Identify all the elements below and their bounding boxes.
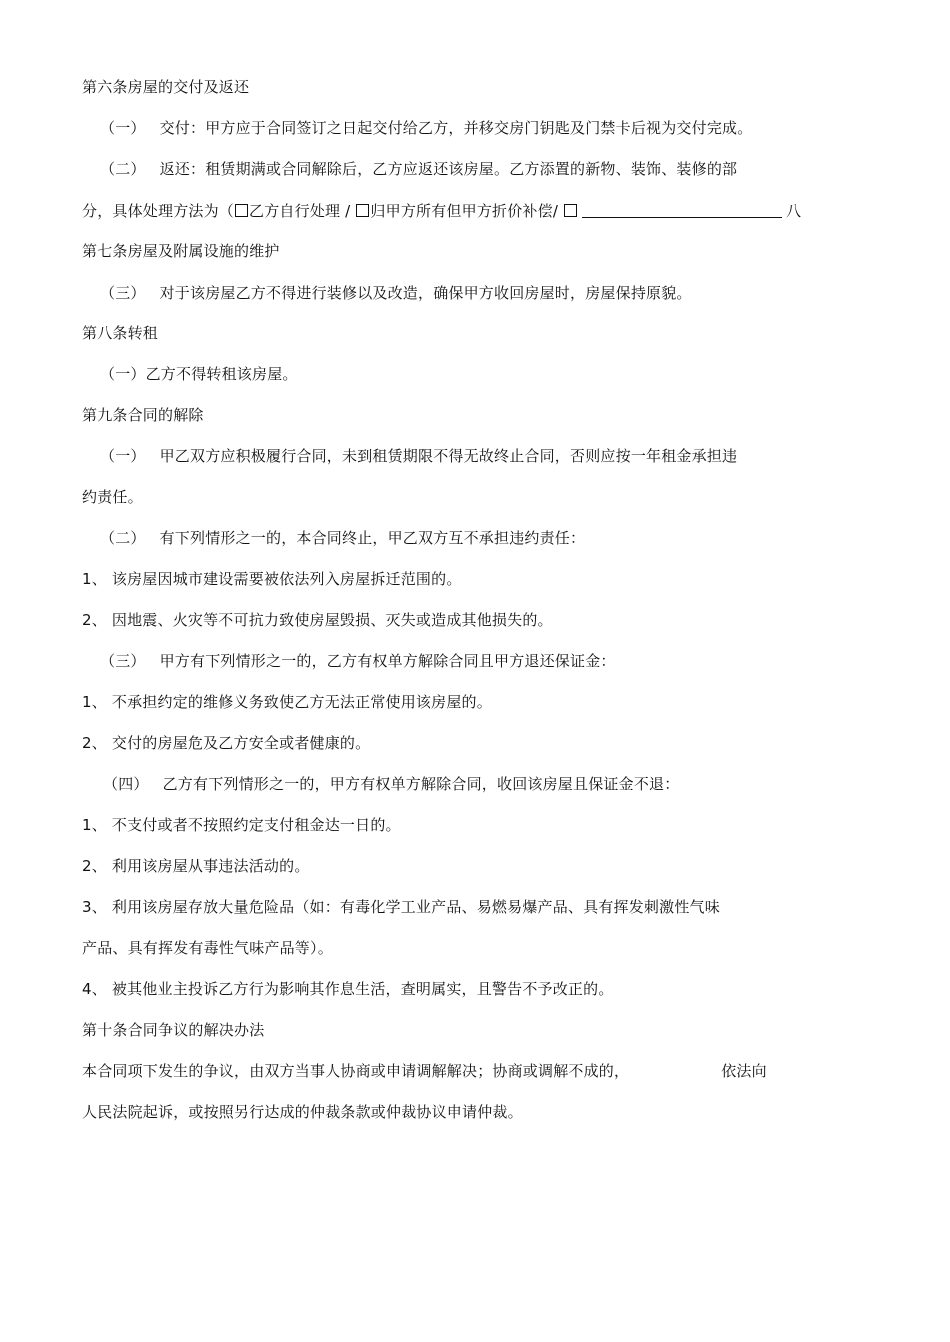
- article-6-item-1: [100, 117, 752, 139]
- article-7-item-3: [100, 282, 692, 304]
- article-9-item-4-sub-4: 4、 被其他业主投诉乙方行为影响其作息生活，查明属实，且警告不予改正的。: [82, 980, 614, 998]
- item-number: （四）: [103, 775, 149, 793]
- article-9-item-4-sub-1: 1、 不支付或者不按照约定支付租金达一日的。: [82, 816, 401, 834]
- dispute-text-tail: 依法向: [721, 1062, 767, 1080]
- item-number: （三）: [100, 652, 146, 670]
- item-text: 有下列情形之一的，本合同终止，甲乙双方互不承担违约责任：: [159, 529, 586, 547]
- trailing-text: 八: [786, 202, 802, 220]
- article-9-item-3-sub-2: 2、 交付的房屋危及乙方安全或者健康的。: [82, 734, 371, 752]
- article-9-item-3-sub-1: 1、 不承担约定的维修义务致使乙方无法正常使用该房屋的。: [82, 693, 492, 711]
- article-9-item-2-sub-2: 2、 因地震、火灾等不可抗力致使房屋毁损、灭失或造成其他损失的。: [82, 611, 553, 629]
- article-10-title: 第十条合同争议的解决办法: [82, 1021, 265, 1039]
- article-10-text: [82, 1060, 767, 1082]
- item-number: （一）: [100, 119, 146, 137]
- checkbox-icon: [235, 204, 248, 217]
- checkbox-icon: [564, 204, 577, 217]
- article-9-item-3: [100, 650, 616, 672]
- article-9-item-4: [103, 773, 679, 795]
- item-number: （二）: [100, 160, 146, 178]
- article-9-item-4-sub-3: 3、 利用该房屋存放大量危险品（如：有毒化学工业产品、易燃易爆产品、具有挥发刺激性气味: [82, 898, 720, 916]
- article-7-title: 第七条房屋及附属设施的维护: [82, 242, 280, 260]
- dispute-text: 本合同项下发生的争议，由双方当事人协商或申请调解解决；协商或调解不成的，: [82, 1062, 630, 1080]
- item-number: （三）: [100, 284, 146, 302]
- article-9-item-1: [100, 445, 737, 467]
- article-9-item-1-continued: 约责任。: [82, 488, 143, 506]
- article-6-title: 第六条房屋的交付及返还: [82, 78, 250, 96]
- item-text: 甲乙双方应积极履行合同，未到租赁期限不得无故终止合同，否则应按一年租金承担违: [159, 447, 738, 465]
- option-self-handle: 乙方自行处理 /: [249, 202, 351, 220]
- article-9-item-4-sub-2: 2、 利用该房屋从事违法活动的。: [82, 857, 310, 875]
- article-9-title: 第九条合同的解除: [82, 406, 204, 424]
- article-8-title: 第八条转租: [82, 324, 159, 342]
- item-number: （二）: [100, 529, 146, 547]
- article-10-text-continued: 人民法院起诉，或按照另行达成的仲裁条款或仲裁协议申请仲裁。: [82, 1103, 523, 1121]
- article-9-item-2-sub-1: 1、 该房屋因城市建设需要被依法列入房屋拆迁范围的。: [82, 570, 462, 588]
- article-9-item-4-sub-3-continued: 产品、具有挥发有毒性气味产品等）。: [82, 939, 333, 957]
- item-text: 对于该房屋乙方不得进行装修以及改造，确保甲方收回房屋时，房屋保持原貌。: [159, 284, 692, 302]
- item-text: 交付：甲方应于合同签订之日起交付给乙方，并移交房门钥匙及门禁卡后视为交付完成。: [159, 119, 753, 137]
- item-text: 返还：租赁期满或合同解除后，乙方应返还该房屋。乙方添置的新物、装饰、装修的部: [159, 160, 738, 178]
- option-compensation: 归甲方所有但甲方折价补偿/: [370, 202, 559, 220]
- article-6-item-2: [100, 158, 737, 180]
- checkbox-icon: [356, 204, 369, 217]
- item-text: 乙方有下列情形之一的，甲方有权单方解除合同，收回该房屋且保证金不退：: [162, 775, 680, 793]
- article-6-item-2-continued: [82, 200, 801, 222]
- fill-in-blank: [582, 201, 782, 218]
- item-text: 甲方有下列情形之一的，乙方有权单方解除合同且甲方退还保证金：: [159, 652, 616, 670]
- item-number: （一）: [100, 447, 146, 465]
- article-8-item-1: （一）乙方不得转租该房屋。: [100, 365, 298, 383]
- handling-method-label: 分，具体处理方法为（: [82, 202, 235, 220]
- article-9-item-2: [100, 527, 585, 549]
